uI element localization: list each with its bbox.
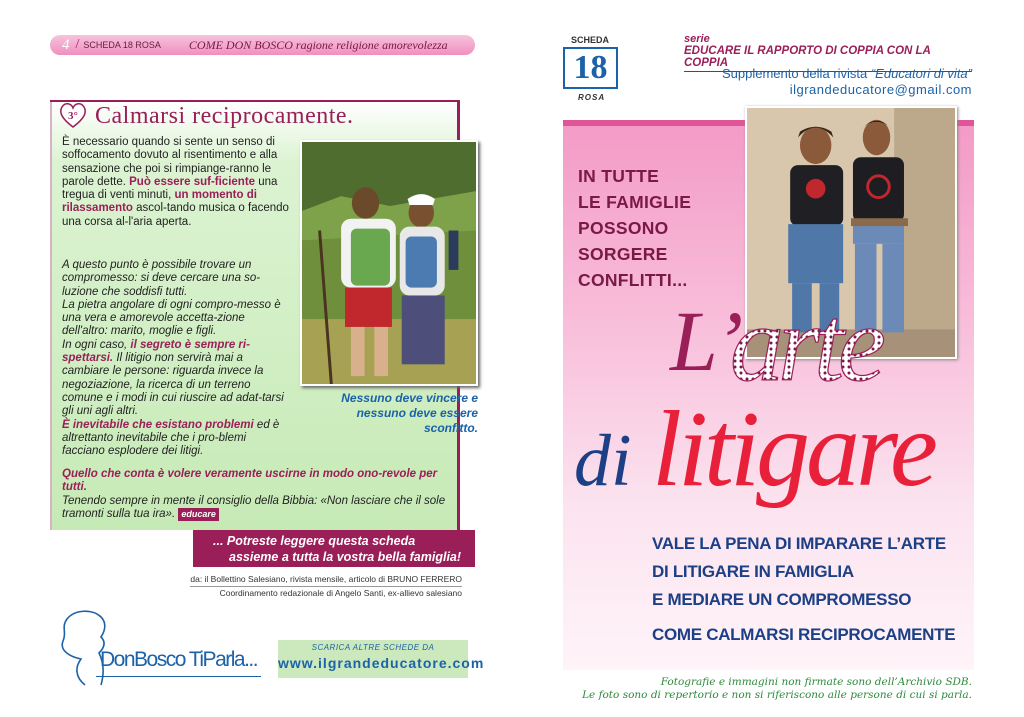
p2-highlight-2: È inevitabile che esistano problemi [62, 418, 254, 431]
left-page-header [50, 35, 475, 55]
p2-text-3: In ogni caso, [62, 338, 131, 351]
supplement-line [722, 66, 972, 81]
conflict-line: IN TUTTE [578, 166, 660, 186]
photo-caption: Nessuno deve vincere e nessuno deve essere sconfitto. [341, 391, 478, 435]
educare-badge: educare [178, 508, 219, 521]
subtitle-line: E MEDIARE UN COMPROMESSO [652, 590, 912, 609]
conflict-line: SORGERE [578, 244, 668, 264]
magazine-name: “Educatori di vita” [870, 66, 972, 81]
p3-highlight-1: Quello che conta è volere veramente uscirne in modo ono-revole per tutti. [62, 468, 438, 494]
don-bosco-logo: DonBosco TiParla... [100, 648, 258, 671]
profile-silhouette-icon [45, 607, 145, 687]
footnote-line-1: Fotografie e immagini non firmate sono dell’Archivio SDB. [660, 676, 972, 688]
section-title: Calmarsi reciprocamente. [95, 103, 354, 129]
website-link[interactable]: www.ilgrandeducatore.com [278, 655, 485, 671]
scheda-label: SCHEDA [571, 35, 610, 45]
credit-source: da: il Bollettino Salesiano, rivista mensile, articolo di BRUNO FERRERO [190, 574, 462, 587]
page-number: 4 [62, 36, 70, 53]
promo-banner [193, 530, 475, 567]
p3-text-1: Tenendo sempre in mente il consiglio della Bibbia: «Non lasciare che il sole tramonti sulla tua ira». [62, 494, 446, 520]
paragraph-1 [62, 136, 292, 229]
logo-underline [96, 676, 261, 677]
title-arte: arte [730, 285, 880, 404]
p1-highlight-2: un momento di rilassamento [62, 189, 257, 215]
p2-text-5: ed è altrettanto inevitabile che i pro-blemi facciano esplodere dei litigi. [62, 418, 280, 458]
p1-text-2: una tregua di venti minuti, [62, 175, 278, 202]
conflict-headline [578, 163, 738, 293]
serie-title: EDUCARE IL RAPPORTO DI COPPIA CON LA COPPIA [684, 45, 972, 72]
serie-label: serie [684, 33, 710, 45]
calm-headline: COME CALMARSI RECIPROCAMENTE [652, 625, 956, 644]
subtitle-line: DI LITIGARE IN FAMIGLIA [652, 562, 854, 581]
p1-highlight-1: Può essere suf-ficiente [129, 175, 256, 188]
title-litigare: litigare [652, 390, 934, 509]
p1-text-1: È necessario quando si sente un senso di soffocamento dovuto al risentimento e alla sensazione che poi si rimpiange-ranno le parole dette. [62, 136, 278, 188]
hikers-photo [300, 140, 478, 386]
contact-email[interactable]: ilgrandeducatore@gmail.com [789, 82, 972, 97]
paragraph-3 [62, 468, 454, 521]
p2-text-1: A questo punto è possibile trovare un compromesso: si deve cercare una so-luzione che soddisfi tutti. [62, 259, 261, 298]
promo-line-1: ... Potreste leggere questa scheda [213, 534, 416, 548]
scheda-number: 18 [563, 47, 618, 89]
header-title: COME DON BOSCO ragione religione amorevolezza [188, 37, 448, 52]
header-slash: / [75, 37, 80, 52]
title-apostrophe: L’ [670, 293, 744, 389]
photo-footnote [582, 676, 972, 702]
conflict-line: LE FAMIGLIE [578, 192, 692, 212]
conflict-line: POSSONO [578, 218, 669, 238]
paragraph-2 [62, 259, 290, 458]
section-number: 3° [68, 110, 78, 122]
p2-highlight-1: il segreto è sempre ri-spettarsi. [62, 338, 250, 365]
p2-text-2: La pietra angolare di ogni compro-messo è una vera e amorevole accetta-zione dell'altro: marito, moglie e figli. [62, 298, 281, 338]
subtitle [652, 530, 972, 614]
footnote-line-2: Le foto sono di repertorio e non si riferiscono alle persone di cui si parla. [582, 689, 972, 701]
download-label: SCARICA ALTRE SCHEDE DA [311, 643, 435, 652]
heart-icon [58, 100, 88, 130]
supplement-prefix: Supplemento della rivista [721, 66, 871, 81]
p1-text-3: ascol-tando musica o facendo una corsa al-l'aria aperta. [62, 202, 289, 228]
promo-line-2: assieme a tutta la vostra bella famiglia! [229, 550, 462, 564]
p2-text-4: Il litigio non servirà mai a cambiare le persone: riguarda invece la negoziazione, la ricerca di un terreno comune e i modi in cui riuscire ad adat-tarsi gli uni agli altri. [62, 352, 284, 418]
main-title [570, 280, 990, 540]
subtitle-line: VALE LA PENA DI IMPARARE L’ARTE [652, 534, 946, 553]
download-box [278, 640, 485, 678]
title-di: di [574, 420, 632, 502]
conflict-line: CONFLITTI... [578, 270, 688, 290]
credit-coordination: Coordinamento redazionale di Angelo Santi, ex-allievo salesiano [219, 588, 462, 598]
scheda-color: ROSA [578, 93, 606, 102]
header-scheda: SCHEDA 18 ROSA [83, 40, 161, 50]
